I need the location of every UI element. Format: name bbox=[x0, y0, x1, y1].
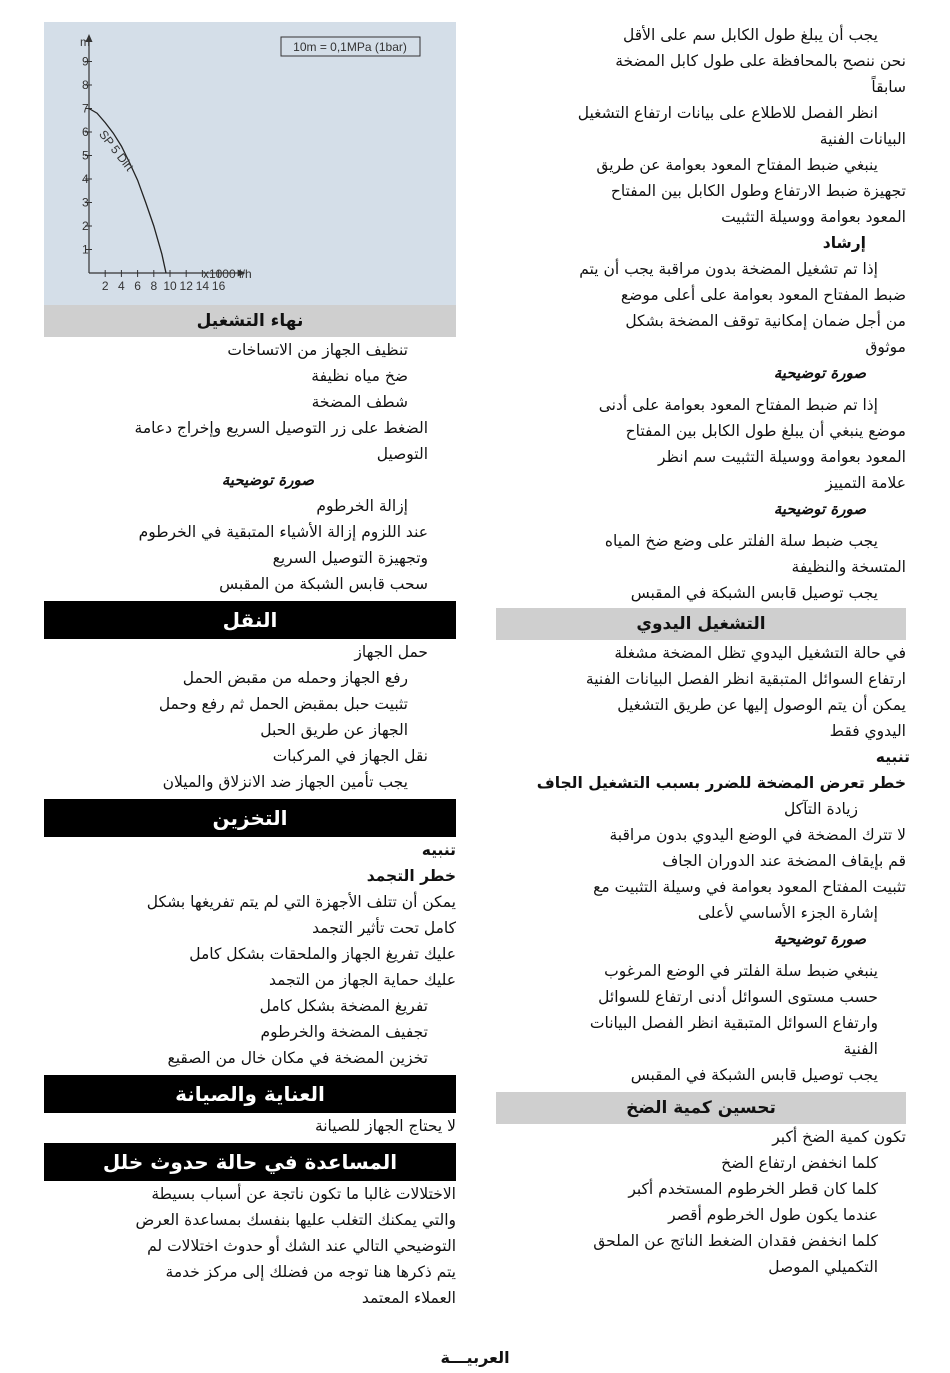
x-tick-label: 6 bbox=[134, 279, 141, 293]
y-axis-label: m bbox=[80, 35, 90, 49]
text-line: حسب مستوى السوائل أدنى ارتفاع للسوائل bbox=[598, 988, 878, 1006]
text-line: يجب أن يبلغ طول الكابل سم على الأقل bbox=[623, 26, 878, 44]
section-title-care: العناية والصيانة bbox=[44, 1075, 456, 1113]
page-footer-language: العربيـــة bbox=[440, 1348, 510, 1367]
y-tick-label: 2 bbox=[82, 219, 89, 233]
text-line: عليك حماية الجهاز من التجمد bbox=[268, 971, 456, 989]
text-line: المعود بعوامة ووسيلة التثبيت سم انظر bbox=[658, 448, 906, 466]
text-line: العملاء المعتمد bbox=[361, 1289, 456, 1307]
text-line: ضخ مياه نظيفة bbox=[311, 367, 408, 385]
text-line: موثوق bbox=[865, 338, 906, 356]
section-title-troubleshooting: المساعدة في حالة حدوث خلل bbox=[44, 1143, 456, 1181]
text-line: تفريغ المضخة بشكل كامل bbox=[259, 997, 428, 1015]
text-line: تثبيت المفتاح المعود بعوامة في وسيلة التثبيت مع bbox=[593, 878, 906, 896]
text-line: يمكن أن تتلف الأجهزة التي لم يتم تفريغها بشكل bbox=[146, 893, 456, 911]
text-line: نقل الجهاز في المركبات bbox=[272, 747, 428, 765]
section-title-transport: النقل bbox=[44, 601, 456, 639]
text-line: إزالة الخرطوم bbox=[316, 497, 408, 515]
text-line: يجب توصيل قابس الشبكة في المقبس bbox=[630, 1066, 878, 1084]
x-tick-label: 10 bbox=[163, 279, 177, 293]
text-line: الفنية bbox=[843, 1040, 878, 1058]
text-line: سابقاً bbox=[871, 78, 906, 96]
section-title-manual-operation: التشغيل اليدوي bbox=[496, 608, 906, 640]
text-line: من أجل ضمان إمكانية توقف المضخة بشكل bbox=[625, 312, 906, 330]
y-tick-label: 5 bbox=[82, 148, 89, 163]
text-line: التكميلي الموصل bbox=[768, 1258, 878, 1276]
text-line: كلما انخفض فقدان الضغط الناتج عن الملحق bbox=[593, 1232, 878, 1250]
text-line: إذا تم ضبط المفتاح المعود بعوامة على أدنى bbox=[598, 396, 878, 414]
text-line: الضغط على زر التوصيل السريع وإخراج دعامة bbox=[134, 419, 428, 437]
text-line: اليدوي فقط bbox=[829, 722, 906, 740]
section-title-storage: التخزين bbox=[44, 799, 456, 837]
text-line: يجب ضبط سلة الفلتر على وضع ضخ المياه bbox=[604, 532, 878, 550]
text-line: ينبغي ضبط سلة الفلتر في الوضع المرغوب bbox=[604, 962, 878, 980]
x-tick-label: 4 bbox=[118, 279, 125, 293]
figure-caption: صورة توضيحية bbox=[773, 364, 866, 382]
text-line: تخزين المضخة في مكان خال من الصقيع bbox=[167, 1049, 428, 1067]
text-line: يمكن أن يتم الوصول إليها عن طريق التشغيل bbox=[617, 696, 906, 714]
text-line: زيادة التآكل bbox=[783, 800, 858, 818]
text-line: وتجهيزة التوصيل السريع bbox=[272, 549, 428, 567]
text-line: علامة التمييز bbox=[825, 474, 906, 492]
text-line: وارتفاع السوائل المتبقية انظر الفصل البيانات bbox=[589, 1014, 878, 1032]
x-tick-label: 14 bbox=[195, 279, 210, 293]
right-column bbox=[496, 22, 910, 1280]
text-line: كامل تحت تأثير التجمد bbox=[312, 919, 456, 937]
figure-caption: صورة توضيحية bbox=[773, 500, 866, 518]
annotation-text: 10m = 0,1MPa (1bar) bbox=[293, 40, 407, 54]
pump-curve-chart bbox=[44, 22, 456, 305]
y-tick-label: 4 bbox=[82, 172, 89, 186]
warning-title: خطر التجمد bbox=[366, 867, 456, 885]
warning-label: تنبيه bbox=[875, 748, 910, 766]
text-line: يجب تأمين الجهاز ضد الانزلاق والميلان bbox=[162, 773, 408, 791]
text-line: في حالة التشغيل اليدوي تظل المضخة مشغلة bbox=[614, 644, 906, 662]
text-line: شطف المضخة bbox=[311, 393, 408, 411]
x-axis-label: x1000 l/h bbox=[202, 267, 252, 281]
text-line: تجهيزة ضبط الارتفاع وطول الكابل بين المفتاح bbox=[610, 182, 906, 200]
x-tick-label: 16 bbox=[211, 279, 226, 293]
text-line: ارتفاع السوائل المتبقية انظر الفصل البيانات الفنية bbox=[585, 670, 906, 688]
text-line: تجفيف المضخة والخرطوم bbox=[260, 1023, 428, 1041]
left-column bbox=[44, 22, 456, 1311]
text-line: تكون كمية الضخ أكبر bbox=[772, 1128, 906, 1146]
y-tick-label: 6 bbox=[82, 125, 89, 139]
text-line: سحب قابس الشبكة من المقبس bbox=[219, 575, 428, 593]
text-line: تنظيف الجهاز من الاتساخات bbox=[227, 341, 408, 359]
text-line: والتي يمكنك التغلب عليها بنفسك بمساعدة العرض bbox=[135, 1211, 456, 1229]
text-line: عليك تفريغ الجهاز والملحقات بشكل كامل bbox=[189, 945, 456, 963]
text-line: الاختلالات غالبا ما تكون ناتجة عن أسباب بسيطة bbox=[151, 1185, 456, 1203]
text-line: يتم ذكرها هنا توجه من فضلك إلى مركز خدمة bbox=[165, 1263, 456, 1281]
y-tick-label: 9 bbox=[82, 54, 89, 69]
text-line: حمل الجهاز bbox=[354, 643, 428, 661]
text-line: المتسخة والنظيفة bbox=[791, 558, 906, 576]
text-line: لا يحتاج الجهاز للصيانة bbox=[314, 1117, 456, 1135]
section-title-optimize-output: تحسين كمية الضخ bbox=[496, 1092, 906, 1124]
x-tick-label: 12 bbox=[179, 279, 193, 293]
text-line: البيانات الفنية bbox=[819, 130, 906, 148]
x-tick-label: 2 bbox=[101, 279, 109, 293]
text-line: ضبط المفتاح المعود بعوامة على أعلى موضع bbox=[620, 286, 906, 304]
chart-svg bbox=[44, 22, 456, 305]
y-tick-label: 3 bbox=[82, 195, 89, 210]
text-line: قم بإيقاف المضخة عند الدوران الجاف bbox=[662, 852, 906, 870]
text-line: إذا تم تشغيل المضخة بدون مراقبة يجب أن يتم bbox=[579, 260, 878, 278]
text-line: التوصيل bbox=[376, 445, 428, 463]
text-line: عند اللزوم إزالة الأشياء المتبقية في الخرطوم bbox=[138, 523, 428, 541]
figure-caption: صورة توضيحية bbox=[221, 471, 314, 489]
y-tick-label: 1 bbox=[82, 242, 89, 257]
text-line: عندما يكون طول الخرطوم أقصر bbox=[668, 1206, 878, 1224]
note-label: إرشاد bbox=[822, 234, 866, 252]
text-line: لا تترك المضخة في الوضع اليدوي بدون مراقبة bbox=[609, 826, 906, 844]
text-line: يجب توصيل قابس الشبكة في المقبس bbox=[630, 584, 878, 602]
warning-label: تنبيه bbox=[421, 841, 456, 859]
figure-caption: صورة توضيحية bbox=[773, 930, 866, 948]
warning-title: خطر تعرض المضخة للضرر بسبب التشغيل الجاف bbox=[536, 774, 906, 792]
text-line: موضع ينبغي أن يبلغ طول الكابل بين المفتاح bbox=[625, 422, 906, 440]
text-line: الجهاز عن طريق الحبل bbox=[260, 721, 408, 739]
y-tick-label: 8 bbox=[82, 78, 89, 92]
text-line: نحن ننصح بالمحافظة على طول كابل المضخة bbox=[615, 52, 906, 70]
text-line: المعود بعوامة ووسيلة التثبيت bbox=[721, 208, 906, 226]
text-line: كلما انخفض ارتفاع الضخ bbox=[721, 1154, 878, 1172]
text-line: تثبيت حبل بمقبض الحمل ثم رفع وحمل bbox=[158, 695, 408, 713]
text-line: رفع الجهاز وحمله من مقبض الحمل bbox=[182, 669, 408, 687]
text-line: إشارة الجزء الأساسي لأعلى bbox=[697, 904, 878, 922]
x-tick-label: 8 bbox=[150, 279, 158, 293]
section-title-shutdown: نهاء التشغيل bbox=[44, 305, 456, 337]
text-line: التوضيحي التالي عند الشك أو حدوث اختلالات لم bbox=[147, 1237, 456, 1255]
y-tick-label: 7 bbox=[82, 101, 89, 116]
text-line: كلما كان قطر الخرطوم المستخدم أكبر bbox=[628, 1180, 878, 1198]
text-line: انظر الفصل للاطلاع على بيانات ارتفاع التشغيل bbox=[577, 104, 878, 122]
series-label: SP 5 Dirt bbox=[96, 127, 137, 174]
text-line: ينبغي ضبط المفتاح المعود بعوامة عن طريق bbox=[596, 156, 878, 174]
